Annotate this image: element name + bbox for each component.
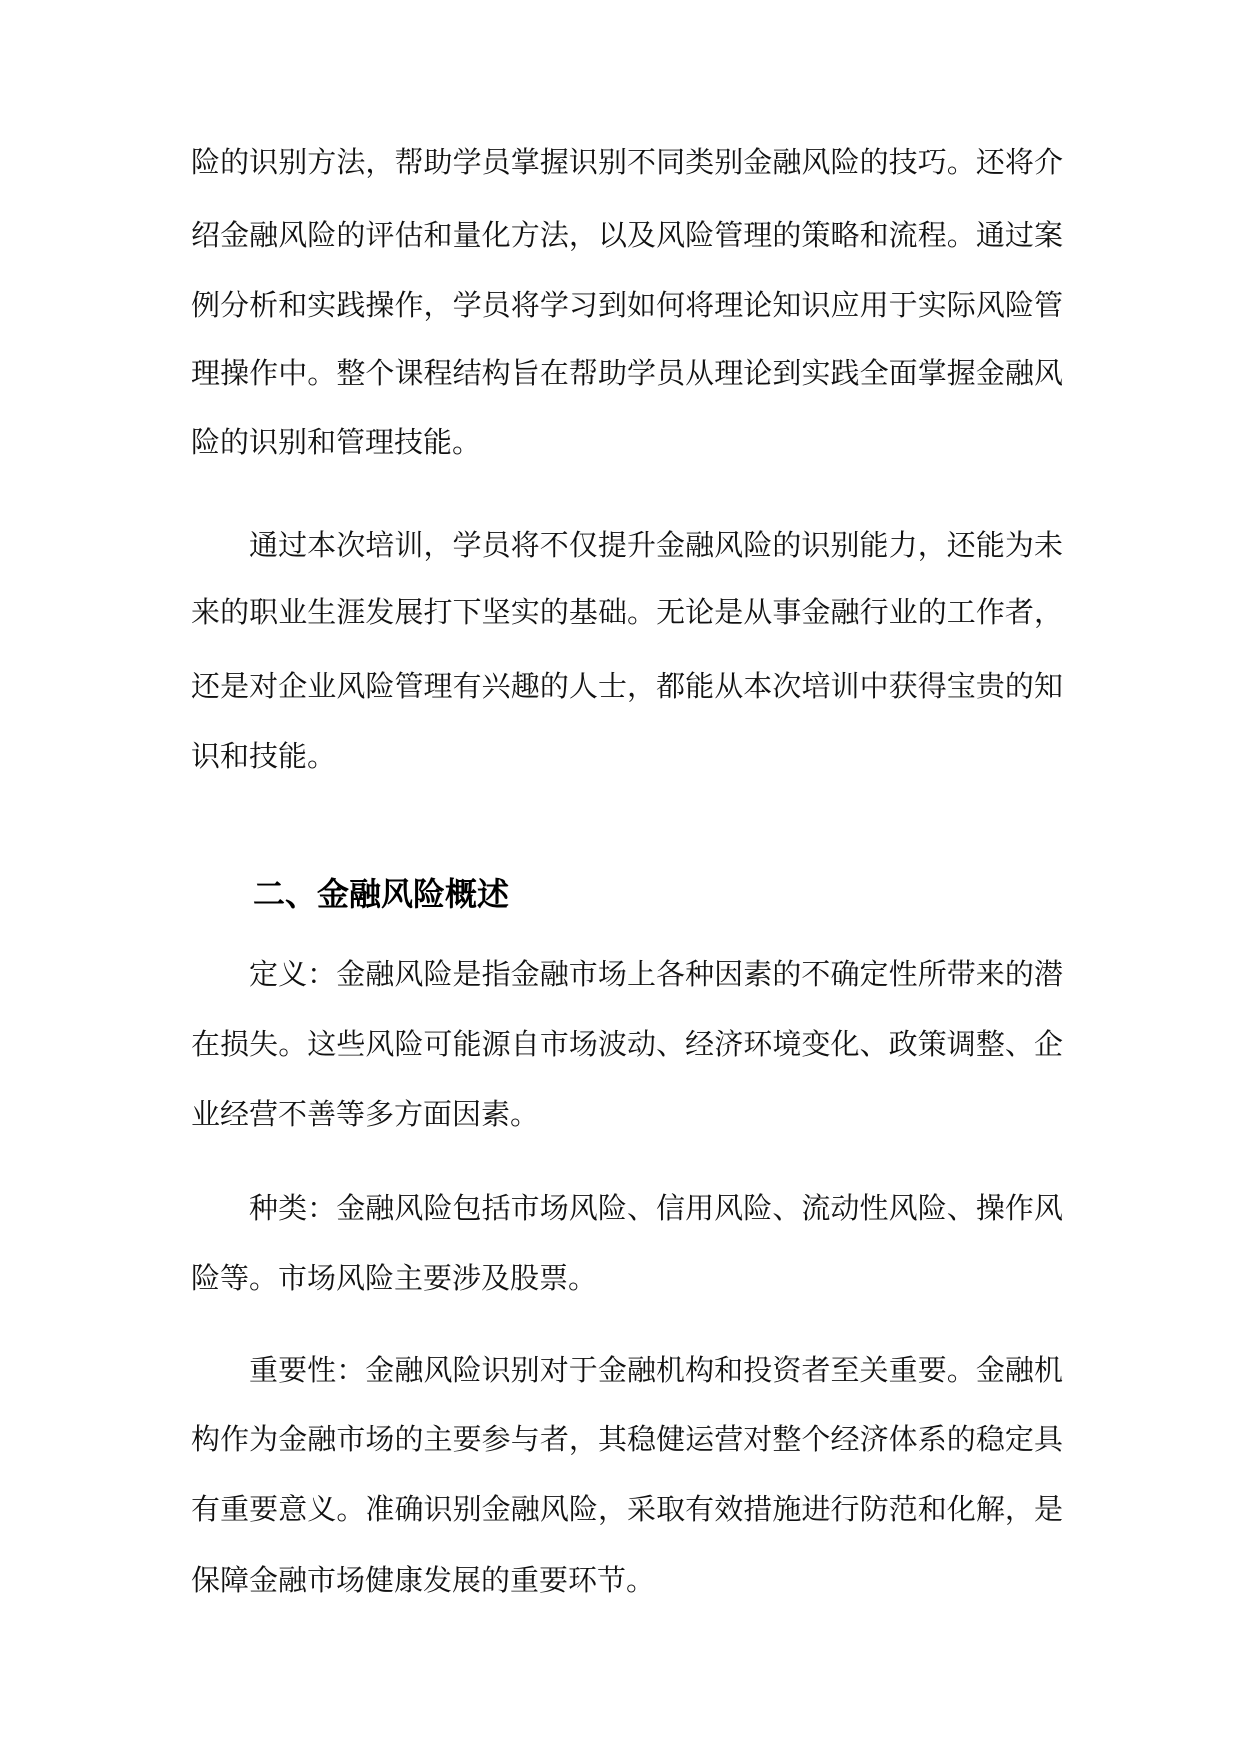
text-line: 通过本次培训，学员将不仅提升金融风险的识别能力，还能为未 xyxy=(249,528,1063,562)
text-line: 险等。市场风险主要涉及股票。 xyxy=(191,1261,598,1295)
text-line: 险的识别和管理技能。 xyxy=(191,425,482,459)
text-line: 绍金融风险的评估和量化方法，以及风险管理的策略和流程。通过案 xyxy=(191,218,1063,252)
text-line: 理操作中。整个课程结构旨在帮助学员从理论到实践全面掌握金融风 xyxy=(191,356,1063,390)
text-line: 保障金融市场健康发展的重要环节。 xyxy=(191,1563,656,1597)
text-line: 业经营不善等多方面因素。 xyxy=(191,1097,540,1131)
text-line: 重要性：金融风险识别对于金融机构和投资者至关重要。金融机 xyxy=(249,1353,1063,1387)
text-line: 还是对企业风险管理有兴趣的人士，都能从本次培训中获得宝贵的知 xyxy=(191,669,1063,703)
section-heading: 二、金融风险概述 xyxy=(253,875,510,913)
text-line: 例分析和实践操作，学员将学习到如何将理论知识应用于实际风险管 xyxy=(191,288,1063,322)
text-line: 种类：金融风险包括市场风险、信用风险、流动性风险、操作风 xyxy=(249,1191,1063,1225)
text-line: 险的识别方法，帮助学员掌握识别不同类别金融风险的技巧。还将介 xyxy=(191,145,1063,179)
text-line: 识和技能。 xyxy=(191,739,337,773)
text-line: 有重要意义。准确识别金融风险，采取有效措施进行防范和化解，是 xyxy=(191,1492,1063,1526)
text-line: 构作为金融市场的主要参与者，其稳健运营对整个经济体系的稳定具 xyxy=(191,1422,1063,1456)
text-line: 在损失。这些风险可能源自市场波动、经济环境变化、政策调整、企 xyxy=(191,1027,1063,1061)
text-line: 来的职业生涯发展打下坚实的基础。无论是从事金融行业的工作者， xyxy=(191,595,1063,629)
text-line: 定义：金融风险是指金融市场上各种因素的不确定性所带来的潜 xyxy=(249,957,1063,991)
